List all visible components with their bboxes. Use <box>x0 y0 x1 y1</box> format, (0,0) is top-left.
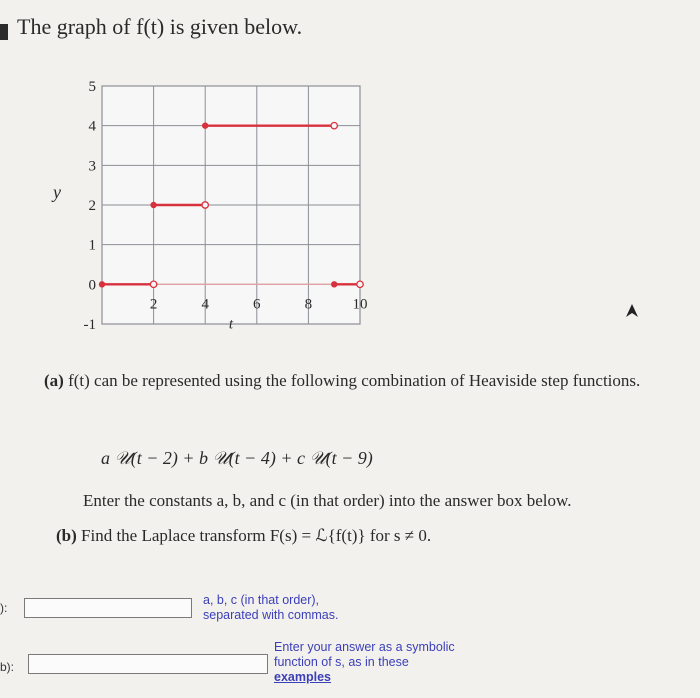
y-tick-label: 5 <box>88 79 96 95</box>
heaviside-formula: a 𝒰(t − 2) + b 𝒰(t − 4) + c 𝒰(t − 9) <box>101 448 373 468</box>
x-tick-label: 6 <box>253 296 261 313</box>
y-tick-label: 3 <box>88 158 96 175</box>
answer-b-hint <box>274 640 455 685</box>
x-tick-label: 10 <box>352 296 368 313</box>
y-axis-label: y <box>53 182 61 202</box>
y-tick-label: 0 <box>88 277 96 294</box>
mouse-cursor-icon <box>625 303 639 319</box>
open-endpoint <box>202 202 208 208</box>
closed-endpoint <box>150 202 156 208</box>
x-tick-label: 8 <box>304 296 313 313</box>
answer-b-hint-line1: Enter your answer as a symbolic <box>274 640 455 654</box>
answer-b-input[interactable] <box>28 654 268 674</box>
y-tick-label: 1 <box>88 237 96 254</box>
part-b-label: (b) <box>56 526 77 545</box>
y-tick-label: 4 <box>88 118 96 135</box>
function-graph <box>40 70 380 370</box>
closed-endpoint <box>331 281 337 287</box>
examples-link[interactable]: examples <box>274 670 331 684</box>
x-tick-label: 4 <box>201 296 209 313</box>
part-a-label: (a) <box>44 371 64 390</box>
answer-a-hint <box>203 593 338 623</box>
part-a-instruction: Enter the constants a, b, and c (in that order) into the answer box below. <box>83 491 572 510</box>
part-a-text: f(t) can be represented using the following combination of Heaviside step functions. <box>68 371 641 390</box>
part-b-text: Find the Laplace transform F(s) = ℒ{f(t)} for s ≠ 0. <box>81 526 432 545</box>
problem-title: The graph of f(t) is given below. <box>17 14 303 39</box>
answer-b-hint-line2: function of s, as in these <box>274 655 409 669</box>
open-endpoint <box>150 281 156 287</box>
open-endpoint <box>357 281 363 287</box>
closed-endpoint <box>99 281 105 287</box>
graph-svg <box>40 70 380 370</box>
part-b <box>56 526 431 546</box>
answer-b-label: b): <box>0 660 15 674</box>
part-a <box>44 369 694 393</box>
open-endpoint <box>331 122 337 128</box>
answer-a-input[interactable] <box>24 598 192 618</box>
closed-endpoint <box>202 122 208 128</box>
answer-a-hint-line2: separated with commas. <box>203 608 339 622</box>
y-tick-label: 2 <box>88 198 96 214</box>
x-axis-label: t <box>228 316 234 333</box>
x-tick-label: 2 <box>149 296 158 313</box>
answer-a-hint-line1: a, b, c (in that order), <box>203 593 320 607</box>
answer-a-label: ): <box>0 601 8 615</box>
left-edge-marker <box>0 24 8 40</box>
y-tick-label: -1 <box>83 317 96 333</box>
